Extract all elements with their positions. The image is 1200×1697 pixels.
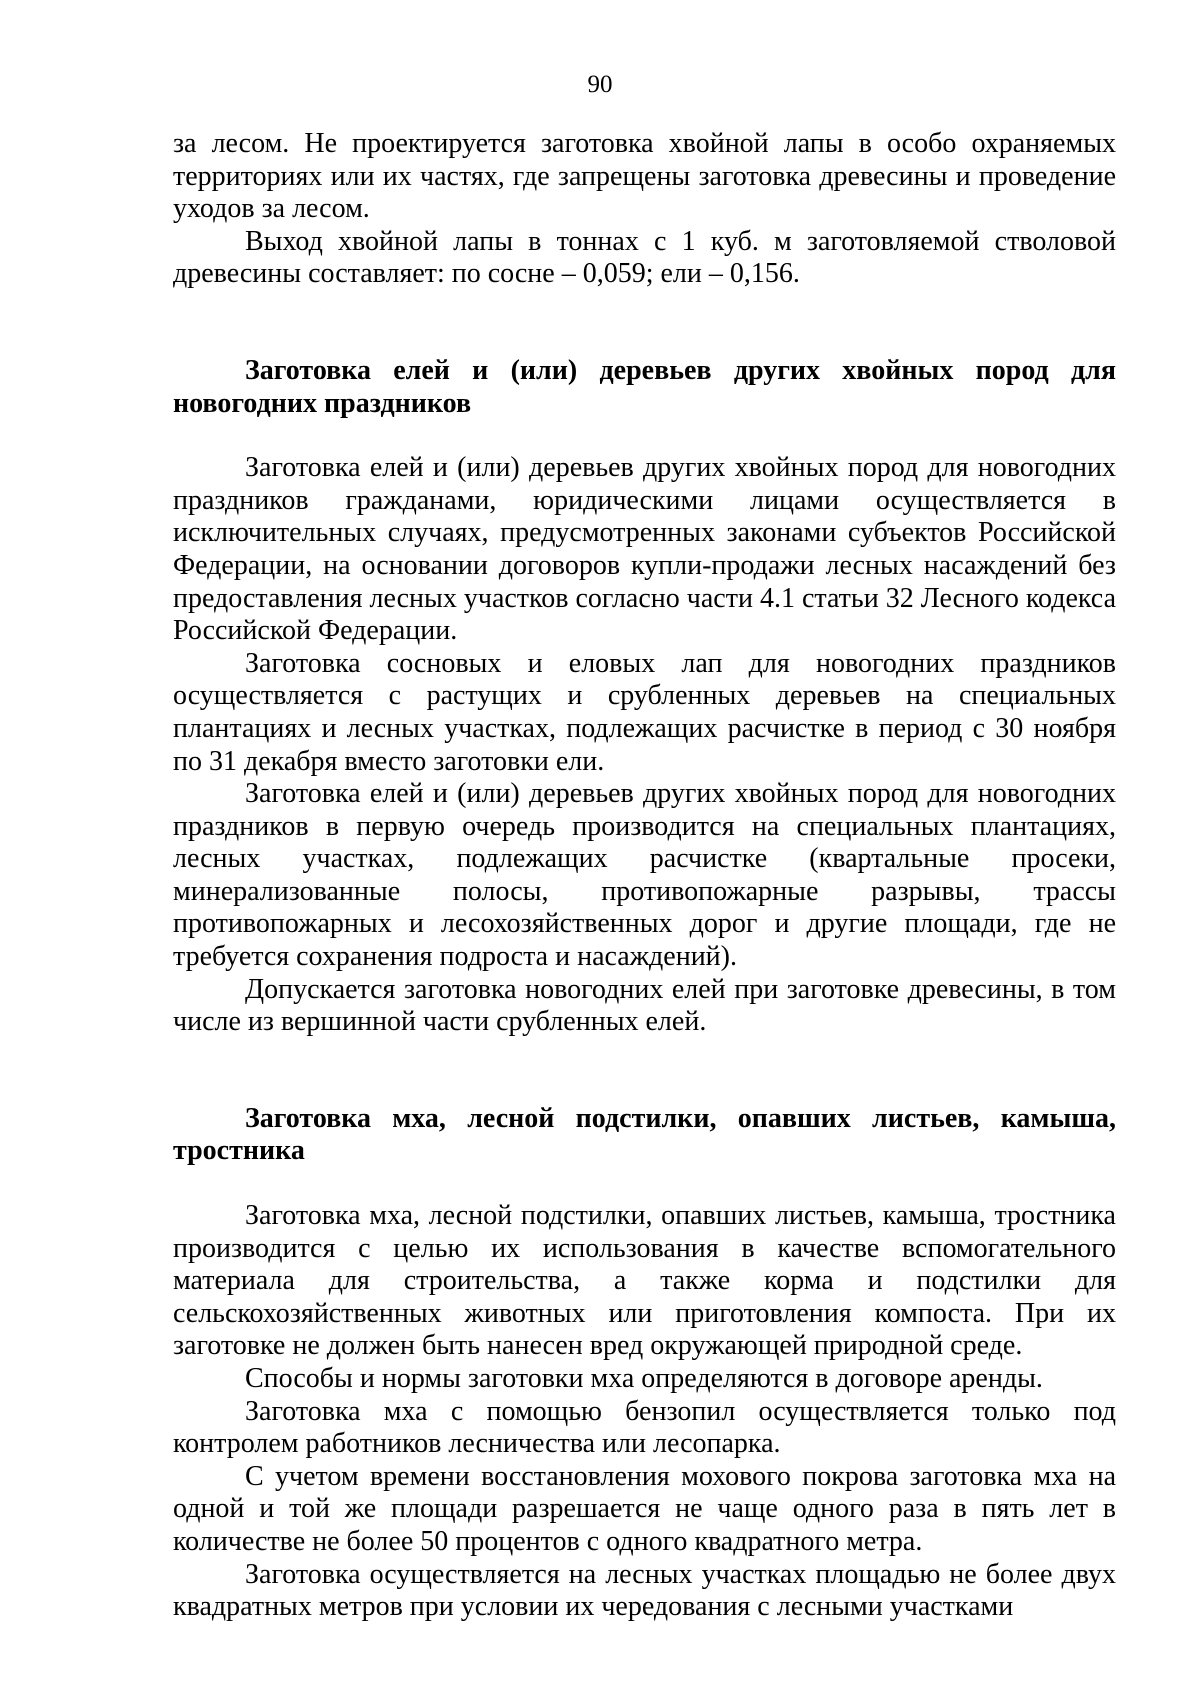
paragraph: Заготовка мха, лесной подстилки, опавших листьев, камыша, тростника производится с целью их использования в качестве вспомогательного материала для строительства, а также корма и подстилки для сельскохозяйственных животных или приготовления компоста. При их заготовке не должен быть нанесен вред окружающей природной среде. [173, 1200, 1116, 1362]
paragraph: за лесом. Не проектируется заготовка хвойной лапы в особо охраняемых территориях или их частях, где запрещены заготовка древесины и проведение уходов за лесом. [173, 128, 1116, 225]
paragraph: Способы и нормы заготовки мха определяются в договоре аренды. [245, 1363, 1043, 1394]
paragraph: Выход хвойной лапы в тоннах с 1 куб. м заготовляемой стволовой древесины составляет: по сосне – 0,059; ели – 0,156. [173, 225, 1116, 290]
page-number: 90 [587, 71, 613, 98]
document-body [173, 128, 1116, 1624]
paragraph: С учетом времени восстановления мохового покрова заготовка мха на одной и той же площади разрешается не чаще одного раза в пять лет в количестве не более 50 процентов с одного квадратного метра. [173, 1460, 1116, 1557]
section-heading: Заготовка елей и (или) деревьев других хвойных пород для новогодних праздников [173, 354, 1116, 419]
paragraph: Заготовка осуществляется на лесных участках площадью не более двух квадратных метров при условии их чередования с лесными участками [173, 1558, 1116, 1623]
paragraph: Заготовка елей и (или) деревьев других хвойных пород для новогодних праздников гражданами, юридическими лицами осуществляется в исключительных случаях, предусмотренных законами субъектов Российской Федерации, на основании договоров купли-продажи лесных насаждений без предоставления лесных участков согласно части 4.1 статьи 32 Лесного кодекса Российской Федерации. [173, 452, 1116, 647]
paragraph: Допускается заготовка новогодних елей при заготовке древесины, в том числе из вершинной части срубленных елей. [173, 973, 1116, 1038]
section-heading: Заготовка мха, лесной подстилки, опавших листьев, камыша, тростника [173, 1102, 1116, 1167]
paragraph: Заготовка елей и (или) деревьев других хвойных пород для новогодних праздников в первую очередь производится на специальных плантациях, лесных участках, подлежащих расчистке (квартальные просеки, минерализованные полосы, противопожарные разрывы, трассы противопожарных и лесохозяйственных дорог и другие площади, где не требуется сохранения подроста и насаждений). [173, 778, 1116, 973]
paragraph: Заготовка сосновых и еловых лап для новогодних праздников осуществляется с растущих и срубленных деревьев на специальных плантациях и лесных участках, подлежащих расчистке в период с 30 ноября по 31 декабря вместо заготовки ели. [173, 647, 1116, 777]
paragraph: Заготовка мха с помощью бензопил осуществляется только под контролем работников лесничества или лесопарка. [173, 1395, 1116, 1460]
